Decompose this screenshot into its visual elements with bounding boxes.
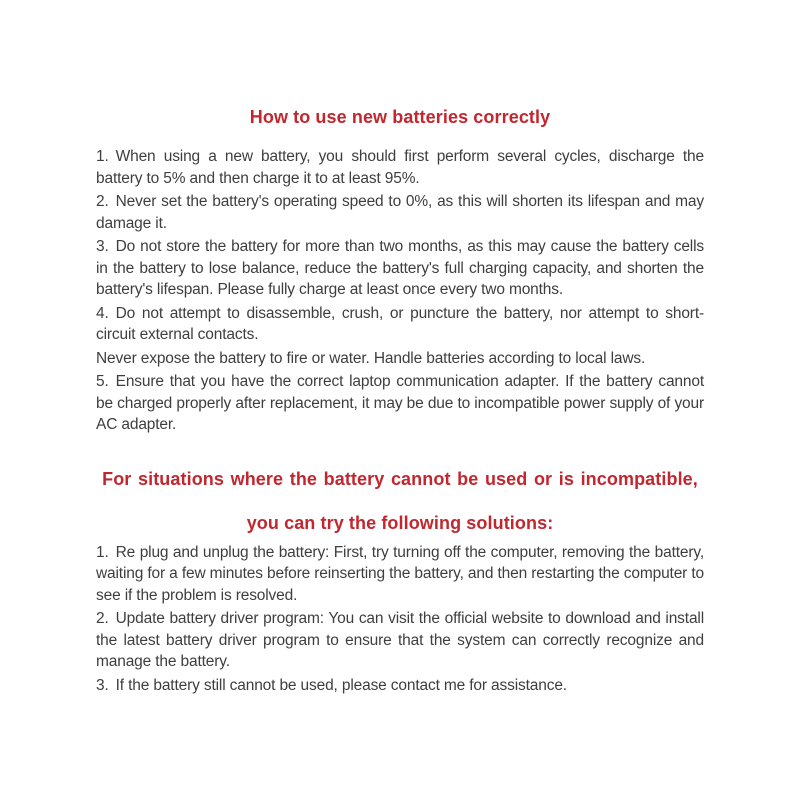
paragraph-text: When using a new battery, you should first perform several cycles, discharge the battery to 5% and then charge it to at least 95%.: [96, 148, 704, 187]
instruction-paragraph: [96, 371, 704, 436]
section2-title-line2: you can try the following solutions:: [246, 512, 554, 533]
paragraph-number: 4.: [96, 304, 109, 322]
instruction-paragraph: [96, 348, 704, 370]
instruction-paragraph: [96, 608, 704, 673]
section2-paragraphs: [96, 542, 704, 697]
section1-paragraphs: [96, 146, 704, 436]
paragraph-number: 3.: [96, 676, 109, 694]
document-body: [96, 0, 704, 696]
paragraph-number: 3.: [96, 238, 109, 255]
paragraph-number: 2.: [96, 193, 109, 210]
section2-title-line1: For situations where the battery cannot be used or is incompatible,: [102, 468, 698, 489]
paragraph-text: Do not attempt to disassemble, crush, or puncture the battery, nor attempt to short-circuit external contacts.: [96, 304, 704, 343]
instruction-paragraph: [96, 675, 704, 697]
paragraph-number: 1.: [96, 148, 109, 165]
section1-title: How to use new batteries correctly: [249, 107, 551, 127]
paragraph-text: Re plug and unplug the battery: First, try turning off the computer, removing the battery, waiting for a few minutes before reinserting the battery, and then restarting the computer to see if the problem is resolved.: [96, 543, 704, 604]
paragraph-text: If the battery still cannot be used, please contact me for assistance.: [115, 676, 567, 694]
paragraph-number: 2.: [96, 610, 109, 627]
instruction-paragraph: [96, 191, 704, 234]
instruction-paragraph: [96, 542, 704, 607]
instruction-paragraph: [96, 303, 704, 346]
paragraph-text: Do not store the battery for more than two months, as this may cause the battery cells in the battery to lose balance, reduce the battery's full charging capacity, and shorten the battery's lifespan. Please fully charge at least once every two months.: [96, 238, 704, 298]
paragraph-number: 5.: [96, 373, 109, 390]
paragraph-number: 1.: [96, 543, 109, 561]
paragraph-text: Ensure that you have the correct laptop communication adapter. If the battery cannot be charged properly after replacement, it may be due to incompatible power supply of your AC adapter.: [96, 373, 704, 433]
paragraph-text: Update battery driver program: You can visit the official website to download and install the latest battery driver program to ensure that the system can correctly recognize and manage the battery.: [96, 610, 704, 670]
instruction-paragraph: [96, 146, 704, 189]
paragraph-text: Never set the battery's operating speed to 0%, as this will shorten its lifespan and may damage it.: [96, 193, 704, 232]
paragraph-text: Never expose the battery to fire or water. Handle batteries according to local laws.: [96, 349, 646, 367]
instruction-paragraph: [96, 236, 704, 301]
